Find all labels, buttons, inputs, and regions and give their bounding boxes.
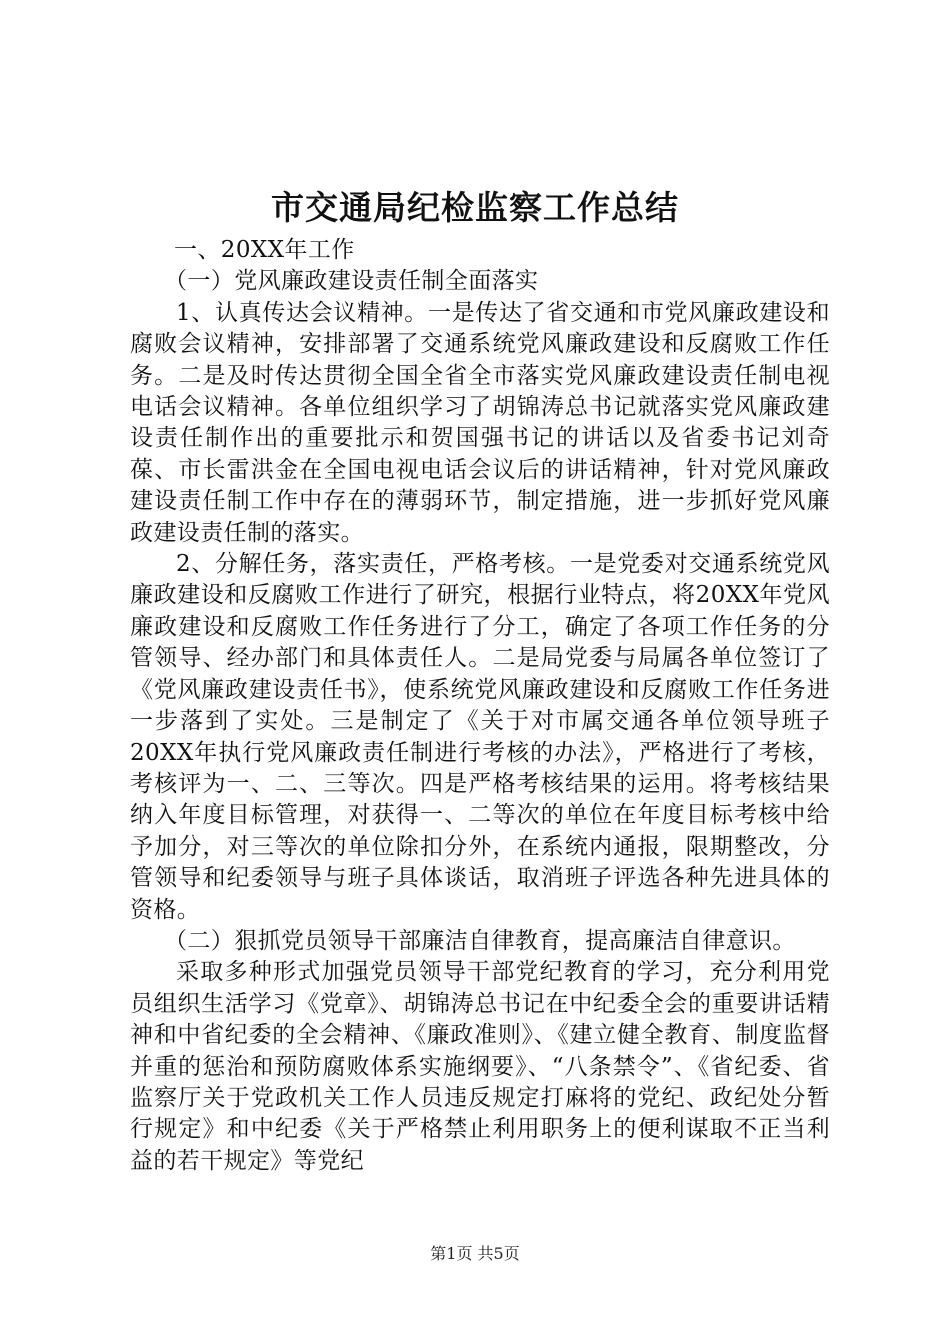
paragraph: 采取多种形式加强党员领导干部党纪教育的学习，充分利用党员组织生活学习《党章》、胡锦涛总书记在中纪委全会的重要讲话精神和中省纪委的全会精神、《廉政准则》、《建立健全教育、制度监督并重的惩治和预防腐败体系实施纲要》、“八条禁令”、《省纪委、省监察厅关于党政机关工作人员违反规定打麻将的党纪、政纪处分暂行规定》和中纪委《关于严格禁止利用职务上的便利谋取不正当利益的若干规定》等党纪 [130,959,830,1174]
document-title: 市交通局纪检监察工作总结 [271,188,679,227]
page-footer: 第1页 共5页 [430,1244,520,1263]
paragraph: 2、分解任务，落实责任，严格考核。一是党委对交通系统党风廉政建设和反腐败工作进行了研究，根据行业特点，将20XX年党风廉政建设和反腐败工作任务进行了分工，确定了各项工作任务的分管领导、经办部门和具体责任人。二是局党委与局属各单位签订了《党风廉政建设责任书》，使系统党风廉政建设和反腐败工作任务进一步落到了实处。三是制定了《关于对市属交通各单位领导班子20XX年执行党风廉政责任制进行考核的办法》，严格进行了考核，考核评为一、二、三等次。四是严格考核结果的运用。将考核结果纳入年度目标管理，对获得一、二等次的单位在年度目标考核中给予加分，对三等次的单位除扣分外，在系统内通报，限期整改，分管领导和纪委领导与班子具体谈话，取消班子评选各种先进具体的资格。 [130,551,830,923]
subsection-heading: （一）党风廉政建设责任制全面落实 [164,268,539,295]
subsection-heading: （二）狠抓党员领导干部廉洁自律教育，提高廉洁自律意识。 [164,927,796,954]
document-body [130,235,830,1177]
section-heading: 一、20XX年工作 [174,237,355,263]
paragraph: 1、认真传达会议精神。一是传达了省交通和市党风廉政建设和腐败会议精神，安排部署了交通系统党风廉政建设和反腐败工作任务。二是及时传达贯彻全国全省全市落实党风廉政建设责任制电视电话会议精神。各单位组织学习了胡锦涛总书记就落实党风廉政建设责任制作出的重要批示和贺国强书记的讲话以及省委书记刘奇葆、市长雷洪金在全国电视电话会议后的讲话精神，针对党风廉政建设责任制工作中存在的薄弱环节，制定措施，进一步抓好党风廉政建设责任制的落实。 [130,299,830,546]
